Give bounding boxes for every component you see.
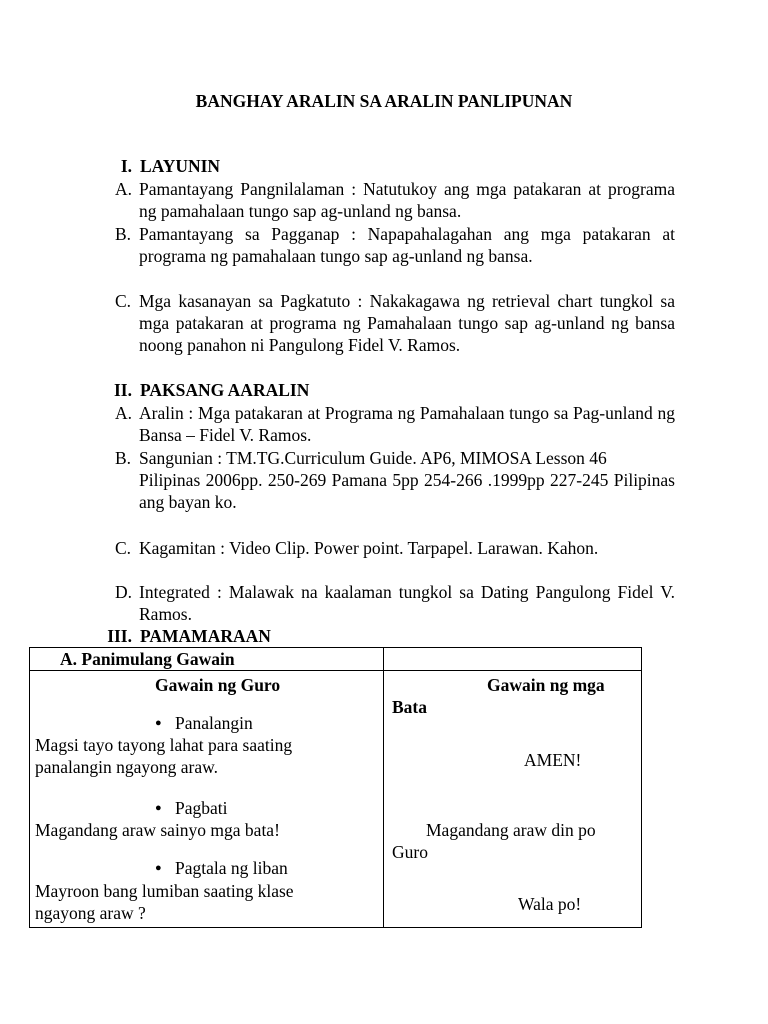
item-letter: A. (115, 179, 133, 199)
teacher-line: Mayroon bang lumiban saating klase (35, 881, 294, 901)
item-text: Mga kasanayan sa Pagkatuto : Nakakagawa ng retrieval chart tungkol sa mga patakaran at programa ng Pamahalaan tungo sap ag-unland ng bansa noong panahon ni Pangulong Fidel V. Ramos. (139, 291, 675, 355)
item-letter: D. (115, 582, 133, 602)
list-item (115, 178, 675, 222)
section-number: I. (120, 156, 132, 176)
teacher-line: ngayong araw ? (35, 903, 146, 923)
item-text-line: Sangunian : TM.TG.Curriculum Guide. AP6, MIMOSA Lesson 46 (139, 448, 607, 468)
teacher-activity-cell (30, 671, 384, 928)
list-item (115, 402, 675, 446)
item-letter: B. (115, 448, 132, 468)
section-label: PAKSANG AARALIN (140, 380, 310, 400)
item-letter: C. (115, 291, 132, 311)
item-text: Pamantayang Pangnilalaman : Natutukoy ang mga patakaran at programa ng pamahalaan tungo sap ag-unland ng bansa. (139, 179, 675, 221)
table-header-cell: A. Panimulang Gawain (30, 648, 384, 671)
section-header-paksang-aaralin (88, 379, 688, 401)
list-item (115, 447, 675, 513)
student-heading: Gawain ng mga (487, 675, 605, 695)
item-text (139, 447, 675, 513)
item-letter: B. (115, 224, 132, 244)
list-item (115, 290, 675, 356)
table-header-row (30, 648, 642, 671)
item-text-line: Pilipinas 2006pp. 250-269 Pamana 5pp 254-266 .1999pp 227-245 Pilipinas ang bayan ko. (139, 470, 675, 512)
teacher-line: Magsi tayo tayong lahat para saating (35, 735, 293, 755)
section-header-pamamaraan (88, 625, 688, 647)
item-text: Kagamitan : Video Clip. Power point. Tarpapel. Larawan. Kahon. (139, 538, 599, 558)
item-text: Aralin : Mga patakaran at Programa ng Pamahalaan tungo sa Pag-unland ng Bansa – Fidel V. Ramos. (139, 403, 675, 445)
student-response: Wala po! (518, 894, 582, 914)
section-header-layunin (88, 155, 688, 177)
bullet-item: ● Panalangin (175, 712, 253, 734)
item-text: Integrated : Malawak na kaalaman tungkol sa Dating Pangulong Fidel V. Ramos. (139, 582, 675, 624)
table-row (30, 671, 642, 928)
bullet-item: ● Pagbati (175, 797, 228, 819)
document-title: BANGHAY ARALIN SA ARALIN PANLIPUNAN (195, 91, 573, 111)
student-activity-cell (384, 671, 642, 928)
teacher-line: Magandang araw sainyo mga bata! (35, 820, 280, 840)
activity-table (29, 647, 642, 928)
section-label: LAYUNIN (140, 156, 221, 176)
student-response: Guro (392, 842, 428, 862)
section-number: II. (114, 380, 132, 400)
table-header-empty-cell (384, 648, 642, 671)
section-label: PAMAMARAAN (140, 626, 271, 646)
list-item (115, 537, 675, 559)
student-response: Magandang araw din po (426, 820, 596, 840)
bullet-item: ● Pagtala ng liban (175, 857, 288, 879)
teacher-heading: Gawain ng Guro (155, 675, 281, 695)
item-text: Pamantayang sa Pagganap : Napapahalagahan ang mga patakaran at programa ng pamahalaan tungo sap ag-unland ng bansa. (139, 224, 675, 266)
item-letter: A. (115, 403, 133, 423)
student-heading: Bata (392, 697, 427, 717)
list-item (115, 581, 675, 625)
student-response: AMEN! (524, 750, 582, 770)
section-number: III. (107, 626, 132, 646)
list-item (115, 223, 675, 267)
teacher-line: panalangin ngayong araw. (35, 757, 219, 777)
item-letter: C. (115, 538, 132, 558)
